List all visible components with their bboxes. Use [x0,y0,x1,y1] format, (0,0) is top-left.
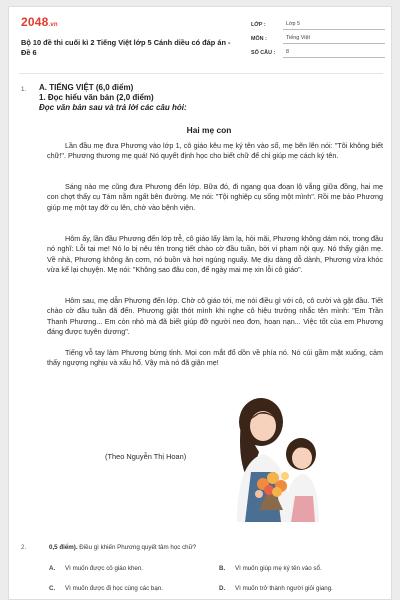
meta-value: Lớp 5 [283,21,385,30]
subsection-heading: 1. Đọc hiểu văn bản (2,0 điểm) [39,93,154,102]
logo-text: 2048 [21,15,49,29]
exam-page [8,6,392,600]
instruction-text: Đọc văn bản sau và trả lời các câu hỏi: [39,103,187,112]
story-paragraph: Lần đầu mẹ đưa Phương vào lớp 1, cô giáo kêu mẹ ký tên vào sổ, mẹ bẽn lẽn nói: "Tôi không biết chữ!". Phương thương mẹ quá! Nó quyết định học cho biết chữ để chỉ giúp mẹ cách ký tên. [47,141,383,161]
site-logo[interactable] [21,15,58,29]
question-points: 0,5 điểm). [49,544,78,551]
answer-option-d[interactable] [219,585,333,592]
meta-value: 8 [283,49,385,58]
story-source: (Theo Nguyễn Thị Hoan) [105,452,187,461]
answer-option-a[interactable] [49,565,143,572]
question-number: 2. [21,544,27,551]
meta-row-subject [251,30,385,44]
story-paragraph: Hôm ấy, lần đầu Phương đến lớp trễ, cô giáo lấy làm lạ, hỏi mãi, Phương không dám nói, trong đầu nó nghĩ: Lỗi tại mẹ! Nó lo bị nêu tên trong tiết chào cờ đầu tuần, bởi vi phạm nội quy. Nó thấy giận mẹ. Về nhà, Phương không ăn cơm, nó buồn và hơi ngúng nguẩy. Mẹ dịu dàng dỗ dành, Phương vừa khóc vừa kể lại chuyện. Mẹ nói: "Không sao đâu con, để ngày mai mẹ xin lỗi cô giáo". [47,234,383,275]
option-letter: D. [219,585,226,592]
document-title: Bộ 10 đề thi cuối kì 2 Tiếng Việt lớp 5 Cánh diều có đáp án - Đề 6 [21,38,231,57]
meta-table [251,16,385,58]
meta-row-count [251,44,385,58]
question-prompt: Điều gì khiến Phương quyết tâm học chữ? [79,544,197,551]
option-text: Vì muốn trở thành người giỏi giang. [235,585,333,592]
meta-key: LỚP : [251,22,266,28]
meta-value: Tiếng Việt [283,35,385,44]
meta-key: MÔN : [251,36,267,42]
mother-daughter-illustration [219,392,329,522]
option-letter: B. [219,565,226,572]
page-header [9,7,392,67]
option-letter: A. [49,565,56,572]
story-paragraph: Hôm sau, mẹ dẫn Phương đến lớp. Chờ cô giáo tới, mẹ nói điều gì với cô, cô cười và gật đầu. Tiết chào cờ đầu tuần đã đến. Phương giật thót mình khi nghe cô hiệu trưởng nhắc tên mình: "Em Trần Thanh Phương... Em còn nhỏ mà đã biết giúp đỡ người neo đơn, hoạn nạn... Việc tốt của em Phương đáng được tuyên dương". [47,296,383,337]
option-text: Vì muốn được đi học cùng các bạn. [65,585,163,592]
option-text: Vì muốn được cô giáo khen. [65,565,144,572]
question-text [49,544,379,551]
option-letter: C. [49,585,56,592]
answer-option-b[interactable] [219,565,322,572]
option-text: Vì muốn giúp mẹ ký tên vào sổ. [235,565,322,572]
story-paragraph: Sáng nào mẹ cũng đưa Phương đến lớp. Bữa đó, đi ngang qua đoạn lộ vắng giữa đồng, hai mẹ con chợt thấy cụ Tám nằm ngất bên đường. Mẹ nói: "Tội nghiệp cụ sống một mình". Rồi mẹ bảo Phương giúp mẹ một tay đỡ cụ lên, chở vào bệnh viện. [47,182,383,212]
question-number: 1. [21,86,27,93]
story-title: Hai mẹ con [186,125,232,135]
header-divider [19,73,383,74]
answer-option-c[interactable] [49,585,163,592]
logo-suffix: .vn [48,22,58,28]
meta-row-grade [251,16,385,30]
meta-key: SỐ CÂU : [251,50,276,56]
story-paragraph: Tiếng vỗ tay làm Phương bừng tỉnh. Mọi con mắt đổ dồn về phía nó. Nó cúi gầm mặt xuống, cảm thấy ngượng nghịu và xấu hổ. Vậy mà nó đã giận mẹ! [47,348,383,368]
section-heading: A. TIẾNG VIỆT (6,0 điểm) [39,83,134,92]
